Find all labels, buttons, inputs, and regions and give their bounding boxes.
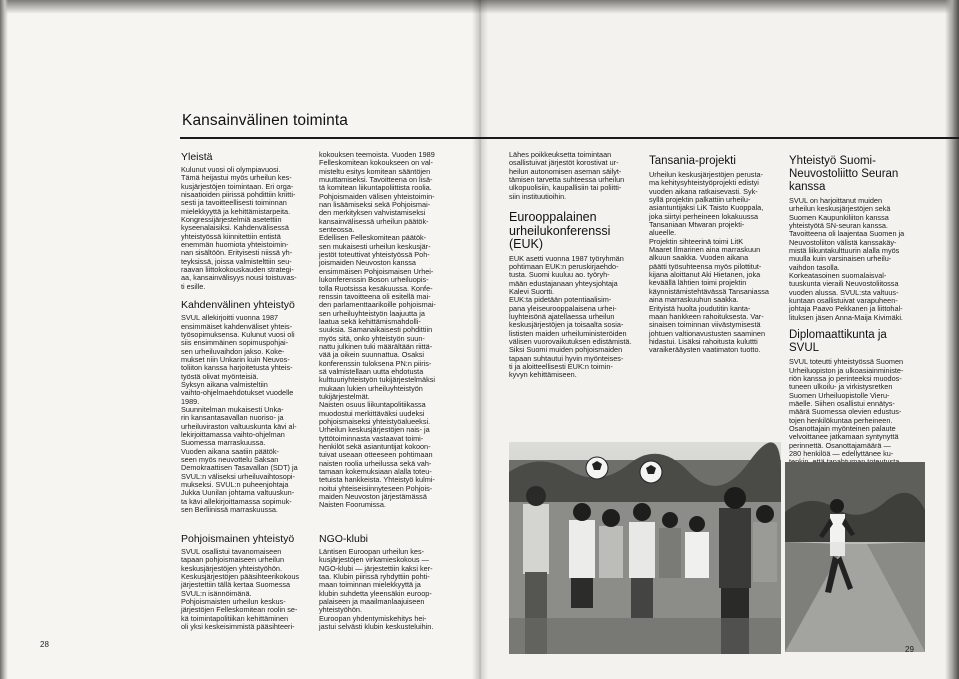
text-pohjoismainen: SVUL osallistui tavanomaiseen tapaan pohjoismaiseen urheilun keskusjärjestöjen yhteistyöhön. Keskusjärjestöjen pääsihteerikokous järjestettiin tällä kertaa Suomessa SVUL:n isännöimänä. Pohjoismaisten urheilun keskus- järjestöjen Felleskomitean roolin se- kä toimintapolitiikan kehittäminen oli yksi keskeisimmistä pääsihteeri- xyxy=(181,547,300,632)
book-gutter xyxy=(472,0,488,679)
text-yleista: Kulunut vuosi oli olympiavuosi. Tämä heijastui myös urheilun kes- kusjärjestöjen toimintaan. Eri orga- nisaatioiden piirissä pohdittiin kriitti- sesti ja tavoitteellisesti toiminnan mielekkyyttä ja kehittämistarpeita. Kongressijärjestelmiä asetettiin kyseenalaisiksi. Kahdenvälisessä yhteistyössä kiinnitettiin entistä enemmän huomiota yhteistoimin- nan sisältöön. Erityisesti niissä yh- teyksissä, joissa valmistelttiin seu- raavan liittokokouskauden strategi- aa, kansainvälisyys nousi toistuvas- ti esille. xyxy=(181,165,297,291)
text-euk: EUK asetti vuonna 1987 työryhmän pohtimaan EUK:n peruskirjaehdo- tusta. Suomi kuuluu ao. työryh- mään edustajanaan yhteysjohtaja Kalevi Suortti. EUK:ta pidetään potentiaalisim- pana yleiseurooppalaisena urhei- luyhteisönä ajatellaessa urheilun keskusjärjestöjen ja toisaalta sosia- lististen maiden urheiluministeröiden välisen vuorovaikutuksen edistämistä. Siksi Suomi muiden pohjoismaiden tapaan suhtautui hyvin myönteises- ti ja aloitteellisesti EUK:n toimin- kyvyn kehittämiseen. xyxy=(509,253,632,380)
text-kahdenvalinen: SVUL allekirjoitti vuonna 1987 ensimmäiset kahdenväliset yhteis- työsopimuksensa. Kulunut vuosi oli siis ensimmäinen sopimuspohjai- sen urheiluvaihdon jakso. Koke- mukset niin Unkarin kuin Neuvos- toliiton kanssa harjoitetusta yhteis- työstä olivat myönteisiä. Syksyn aikana valmisteltiin vaihto-ohjelmaehdotukset vuodelle 1989. Suunnitelman mukaisesti Unka- rin kansantasavallan nuoriso- ja urheiluviraston valtuuskunta kävi al- lekirjoittamassa vaihto-ohjelman Suomessa marraskuussa. Vuoden aikana saatiin päätök- seen myös neuvottelu Saksan Demokraattisen Tasavallan (SDT) ja SVUL:n väliseksi urheiluvaihtosopi- mukseksi. SVUL:n puheenjohtaja Jukka Uunilan johtama valtuuskun- ta kävi allekirjoittamassa sopimuk- sen Berliinissä marraskuussa. xyxy=(181,313,298,515)
column-6 xyxy=(789,155,925,475)
right-page-edge xyxy=(945,0,959,679)
text-ngo: Läntisen Euroopan urheilun kes- kusjärjestöjen virkamieskokous — NGO-klubi — järjestettiin kaksi ker- taa. Klubin piirissä ryhdyttiin pohti- maan toiminnan mielekkyyttä ja klubin suhdetta yleensäkin euroop- palaiseen ja maailmanlaajuiseen yhteistyöhön. Euroopan yhdentymiskehitys hei- jastui selvästi klubin keskusteluihin. xyxy=(319,547,434,632)
page-title: Kansainvälinen toiminta xyxy=(182,112,349,129)
heading-ngo: NGO-klubi xyxy=(319,533,369,545)
heading-tansania: Tansania-projekti xyxy=(649,155,736,167)
column-pohjoismainen xyxy=(181,533,311,631)
heading-diplomaatit: Diplomaattikunta ja SVUL xyxy=(789,329,887,355)
left-page-edge xyxy=(0,0,8,679)
text-tansania: Urheilun keskusjärjestöjen perusta- ma kehitysyhteistyöprojekti edistyi vuoden aikana ratkaisevasti. Syk- syllä projektin palkattiin urheilu- asiantuntijaksi LiK Taisto Kuoppala, joka siirtyi perheineen lokakuussa Tansaniaan Mtwaran projekti- alueelle. Projektin sihteerinä toimi LitK Maaret Ilmarinen aina marraskuun alkuun saakka. Vuoden aikana päätti työsuhteensa myös pilottitut- kijana aloittanut Aki Hietanen, joka keväällä lähtien toimi projektin käynnistämistehtävässä Tansaniassa aina marraskuuhun saakka. Erityistä huolta joudutitin kanta- maan hankkeen rahoituksesta. Var- sinaisen toiminnan viivästymisestä johtuen valtionavustusten saaminen hidastui. Lisäksi rahoitusta kuluttti varaikerääysten vaatimaton tuotto. xyxy=(649,170,769,355)
photo-children-soccer-balls xyxy=(509,442,781,654)
heading-yleista: Yleistä xyxy=(181,151,213,163)
heading-kahdenvalinen: Kahdenvälinen yhteistyö xyxy=(181,299,295,312)
heading-pohjoismainen: Pohjoismainen yhteistyö xyxy=(181,533,295,545)
photo-runner-on-road xyxy=(785,462,925,652)
column-4 xyxy=(509,151,643,380)
title-rule xyxy=(180,137,959,139)
page-number-left: 28 xyxy=(40,640,49,649)
text-diplomaatit: SVUL toteutti yhteistyössä Suomen Urheiluopiston ja ulkoasiainministe- riön kanssa jo perinteeksi muodos- tuneen ulkoilu- ja virkistysretken Suomen Urheiluopistolle Vieru- mäelle. Siihen osallistui ennätys- määrä Suomessa olevien edustus- tojen henkilökuntaa perheineen. Osanottajain myönteinen palaute velvoittanee jatkamaan syntynyttä perinnettä. Osanottajamäärä — 280 henkilöä — edellyttänee ku- xyxy=(789,357,904,458)
page-number-right: 29 xyxy=(905,645,914,654)
column-5 xyxy=(649,155,783,355)
heading-euk: Eurooppalainen urheilukonferenssi (EUK) xyxy=(509,210,611,252)
text-col4: Lähes poikkeuksetta toimintaan osallistuivat järjestöt korostivat ur- heilun autonomisen aseman säilyt- tämisen tarvetta suhteessa urheilun ulkopuolisiin, kaupallisiin tai poliitti- siin instituutioihin. xyxy=(509,150,625,201)
column-ngo xyxy=(319,533,449,631)
text-suomi-neuvostoliitto: SVUL on harjoittanut muiden urheilun keskusjärjestöjen sekä Suomen Kaupunkiliiton kanssa yhteistyötä SN-seuran kanssa. Tavoitteena oli laajentaa Suomen ja Neuvostoliiton välistä kanssakäy- mistä liikuntakulttuurin alalla myös muulla kuin varsinaisen urheilu- vaihdon tasolla. Korkeatasoinen suomalaisval- tuuskunta vieraili Neuvostoliitossa vuoden alussa. SVUL:sta valtuus- kuntaan osallistuivat varapuheen- johtaja Paavo Pekkanen ja liittohal- lituksen jäsen Anna-Maija Kivimäki. xyxy=(789,196,905,322)
column-2 xyxy=(319,151,449,510)
heading-suomi-neuvostoliitto: Yhteistyö Suomi-Neuvostoliitto Seuran kanssa xyxy=(789,155,899,193)
text-col2: kokouksen teemoista. Vuoden 1989 Felleskomitean kokoukseen on val- misteltu esitys komitean sääntöjen muuttamiseksi. Tavoitteena on lisä- tä komitean liikuntapoliittista roolia. Pohjoismaiden välisen yhteistoimin- nan lisäämiseksi sekä Pohjoismai- den merkityksen vahvistamiseksi kansainvälisessä urheilun päätök- senteossa. Edellisen Felleskomitean päätök- sen mukaisesti urheilun keskusjär- jestöt toteuttivat yhteistyössä Poh- joismaiden Neuvoston kanssa ensimmäisen Pohjoismaisen Urhei- lukonferenssin Boson urheiluopis- tolla Ruotsissa kesäkuussa. Konfe- renssin tavoitteena oli esitellä mai- den parlamenttaarikoille pohjoismai- sen urheiluyhteistyön laajuutta ja laatua sekä kehittämismahdolli- suuksia. Samanaikaisesti pohdittiin myös sitä, onko yhteistyön suun- nattu julkinen tuki määrältään riittä- vää ja oikein suunnattua. Osaksi konferenssin tuloksena PN:n piiris- sä valmistellaan uutta ehdotusta kulttuuriyhteistyön tukijärjestelmäksi mukaan lukien urheiluyhteistyön tukijärjestelmät. Naisten osuus liikuntapolitiikassa muodostui merkittäväksi uudeksi pohjoismaiseksi yhteistyöalueeksi. Urheilun keskusjärjestöjen nais- ja tyttötoiminnasta vastaavat toimi- henkilöt sekä asiantuntijat kokoon- tuivat useaan otteeseen pohtimaan naisten roolia urheilussa sekä vah- tamaan kokemuksiaan alalla toteu- tetuista hankkeista. Yhteistyö kulmi- noitui yhteiseisiinnyteseen Pohjois- maiden Neuvoston järjestämässä Naisten Foorumissa. xyxy=(319,150,436,510)
column-1 xyxy=(181,151,309,514)
